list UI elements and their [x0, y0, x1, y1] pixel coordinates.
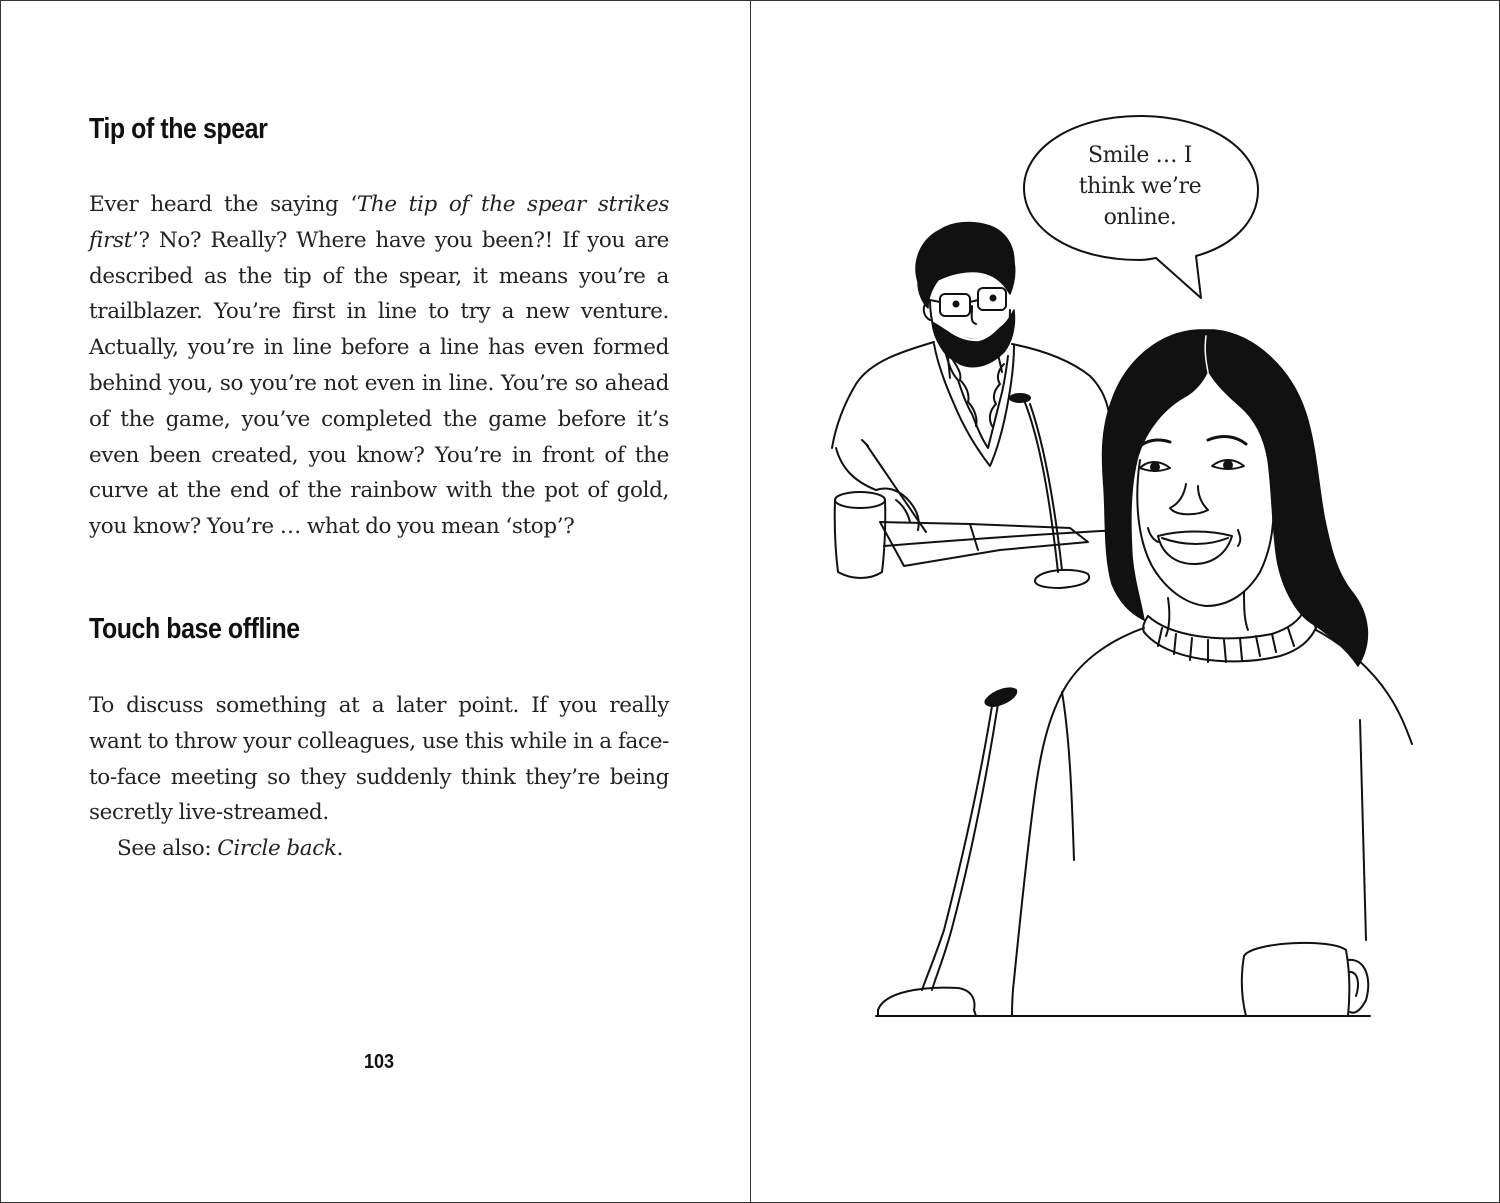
- man-shirt: [832, 342, 934, 448]
- bubble-line-3: online.: [1103, 205, 1177, 230]
- man-hair: [916, 223, 1015, 308]
- paragraph-rest: ’? No? Really? Where have you been?! If you are described as the tip of the spear, it means you’re a trailblazer. You’re first in line to try a new venture. Actually, you’re in line before a line has even formed behind you, so you’re not even in line. You’re so ahead of the game, you’ve completed the game before it’s even been created, you know? You’re in front of the curve at the end of the rainbow with the pot of gold, you know? You’re … what do you mean ‘stop’?: [89, 227, 669, 540]
- heading-tip-of-the-spear: Tip of the spear: [89, 113, 268, 145]
- woman-face: [1137, 460, 1273, 606]
- paragraph-lead: Ever heard the saying ‘: [89, 192, 357, 217]
- see-also-end: .: [336, 836, 344, 861]
- bubble-line-2: think we’re: [1078, 174, 1202, 199]
- woman-hair: [1102, 330, 1367, 666]
- paragraph-touch-base-offline: To discuss something at a later point. If you really want to throw your colleagues, use this while in a face-to-face meeting so they suddenly think they’re being secretly live-streamed.: [89, 693, 669, 826]
- back-table-edge: [884, 530, 1120, 546]
- man-figure: [832, 223, 1110, 532]
- woman-figure: [1012, 330, 1412, 1016]
- see-also-label: See also:: [117, 836, 218, 861]
- speech-bubble-text: [1058, 140, 1222, 233]
- woman-collar: [1148, 610, 1304, 638]
- front-cup: [1242, 943, 1368, 1016]
- woman-sweater: [1012, 628, 1144, 1016]
- man-pen: [866, 444, 926, 532]
- front-microphone: [878, 688, 1016, 1016]
- page-number: 103: [363, 1051, 395, 1073]
- see-also-ref: Circle back: [217, 836, 337, 861]
- quote-text: The tip of the spear strikes first: [89, 192, 669, 253]
- back-microphone: [1010, 394, 1089, 588]
- back-cup: [835, 492, 886, 578]
- heading-touch-base-offline: Touch base offline: [89, 613, 300, 645]
- woman-smile: [1158, 532, 1232, 565]
- bubble-line-1: Smile … I: [1087, 143, 1193, 168]
